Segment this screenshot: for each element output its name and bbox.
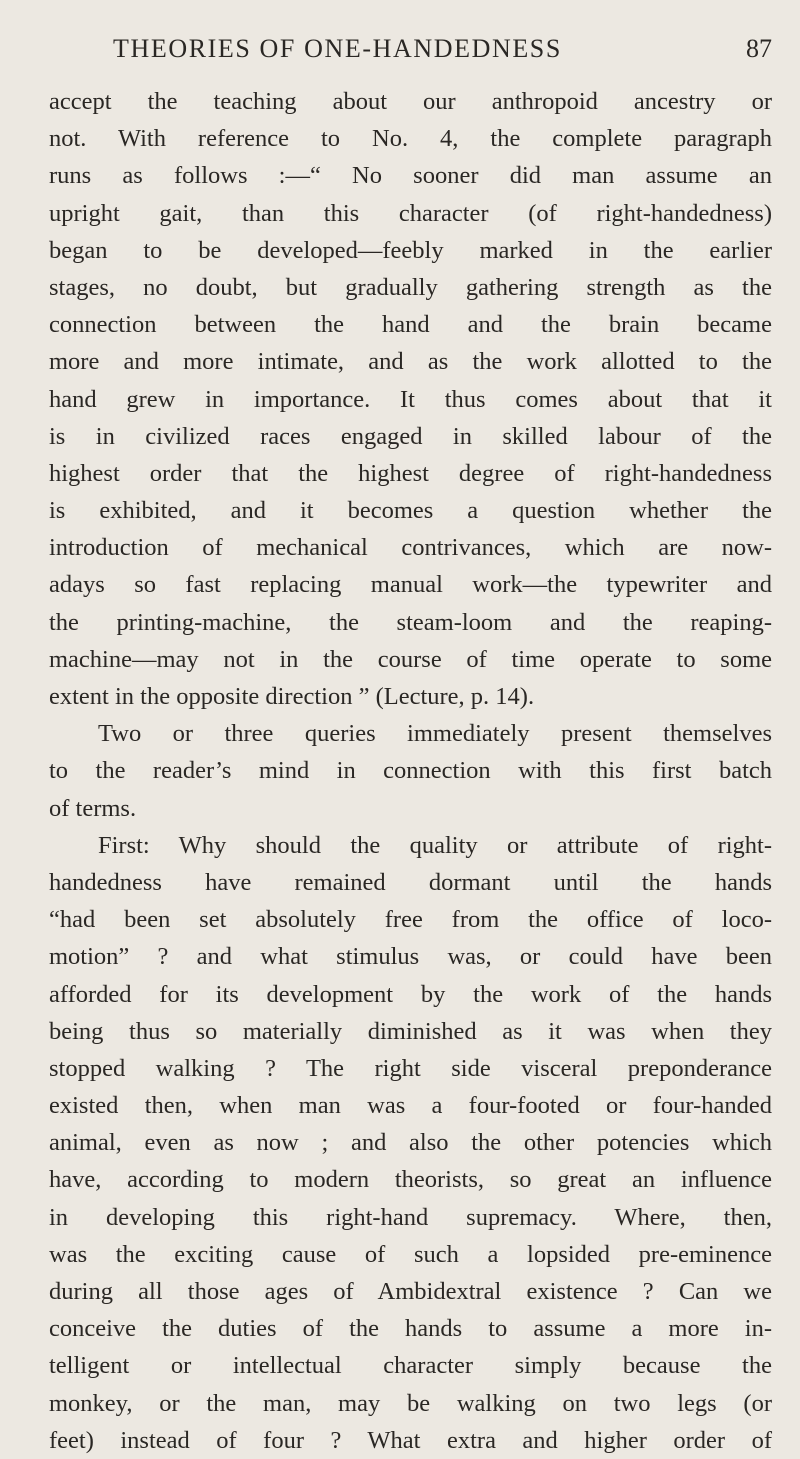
text-line: hand grew in importance. It thus comes about that it xyxy=(49,385,772,413)
text-line: to the reader’s mind in connection with this first batch xyxy=(49,757,772,785)
text-line: animal, even as now ; and also the other potencies which xyxy=(49,1129,772,1157)
text-line: the printing-machine, the steam-loom and the reaping- xyxy=(49,608,772,636)
text-line: was the exciting cause of such a lopsided pre-eminence xyxy=(49,1240,772,1268)
text-line: being thus so materially diminished as it was when they xyxy=(49,1017,772,1045)
text-line: upright gait, than this character (of right-handedness) xyxy=(49,199,772,227)
text-line: adays so fast replacing manual work—the typewriter and xyxy=(49,571,772,599)
text-line: conceive the duties of the hands to assume a more in- xyxy=(49,1315,772,1343)
text-line: accept the teaching about our anthropoid ancestry or xyxy=(49,88,772,115)
paragraph-end-line: of terms. xyxy=(49,794,137,822)
text-line: existed then, when man was a four-footed or four-handed xyxy=(49,1092,772,1120)
paragraph-end-line: extent in the opposite direction ” (Lecture, p. 14). xyxy=(49,683,535,710)
text-line: handedness have remained dormant until the hands xyxy=(49,868,772,896)
running-head-title: THEORIES OF ONE-HANDEDNESS xyxy=(113,34,562,63)
text-line: connection between the hand and the brain became xyxy=(49,311,772,339)
running-head xyxy=(49,34,772,70)
text-line: afforded for its development by the work of the hands xyxy=(49,980,772,1008)
text-line: stages, no doubt, but gradually gathering strength as the xyxy=(49,273,772,301)
body-text xyxy=(49,83,772,1459)
text-line: runs as follows :—“ No sooner did man assume an xyxy=(49,162,772,190)
text-line: telligent or intellectual character simply because the xyxy=(49,1352,772,1380)
page-number: 87 xyxy=(746,34,772,63)
text-line: began to be developed—feebly marked in the earlier xyxy=(49,236,772,264)
text-line: machine—may not in the course of time operate to some xyxy=(49,645,772,673)
text-line: during all those ages of Ambidextral existence ? Can we xyxy=(49,1278,772,1305)
text-line: introduction of mechanical contrivances, which are now- xyxy=(49,534,772,562)
paragraph-start-line: First: Why should the quality or attribute of right- xyxy=(98,831,772,859)
text-line: in developing this right-hand supremacy. Where, then, xyxy=(49,1203,772,1231)
text-line: stopped walking ? The right side visceral preponderance xyxy=(49,1054,772,1082)
text-line: have, according to modern theorists, so great an influence xyxy=(49,1166,772,1194)
text-line: feet) instead of four ? What extra and higher order of xyxy=(49,1426,772,1454)
text-line: “had been set absolutely free from the office of loco- xyxy=(49,906,772,934)
text-line: more and more intimate, and as the work allotted to the xyxy=(49,348,772,376)
text-line: monkey, or the man, may be walking on two legs (or xyxy=(49,1389,772,1417)
text-line: highest order that the highest degree of right-handedness xyxy=(49,459,772,487)
text-line: not. With reference to No. 4, the complete paragraph xyxy=(49,125,772,153)
paragraph-start-line: Two or three queries immediately present themselves xyxy=(98,720,772,748)
text-line: motion” ? and what stimulus was, or could have been xyxy=(49,943,772,971)
text-line: is exhibited, and it becomes a question whether the xyxy=(49,497,772,525)
text-line: is in civilized races engaged in skilled labour of the xyxy=(49,422,772,450)
